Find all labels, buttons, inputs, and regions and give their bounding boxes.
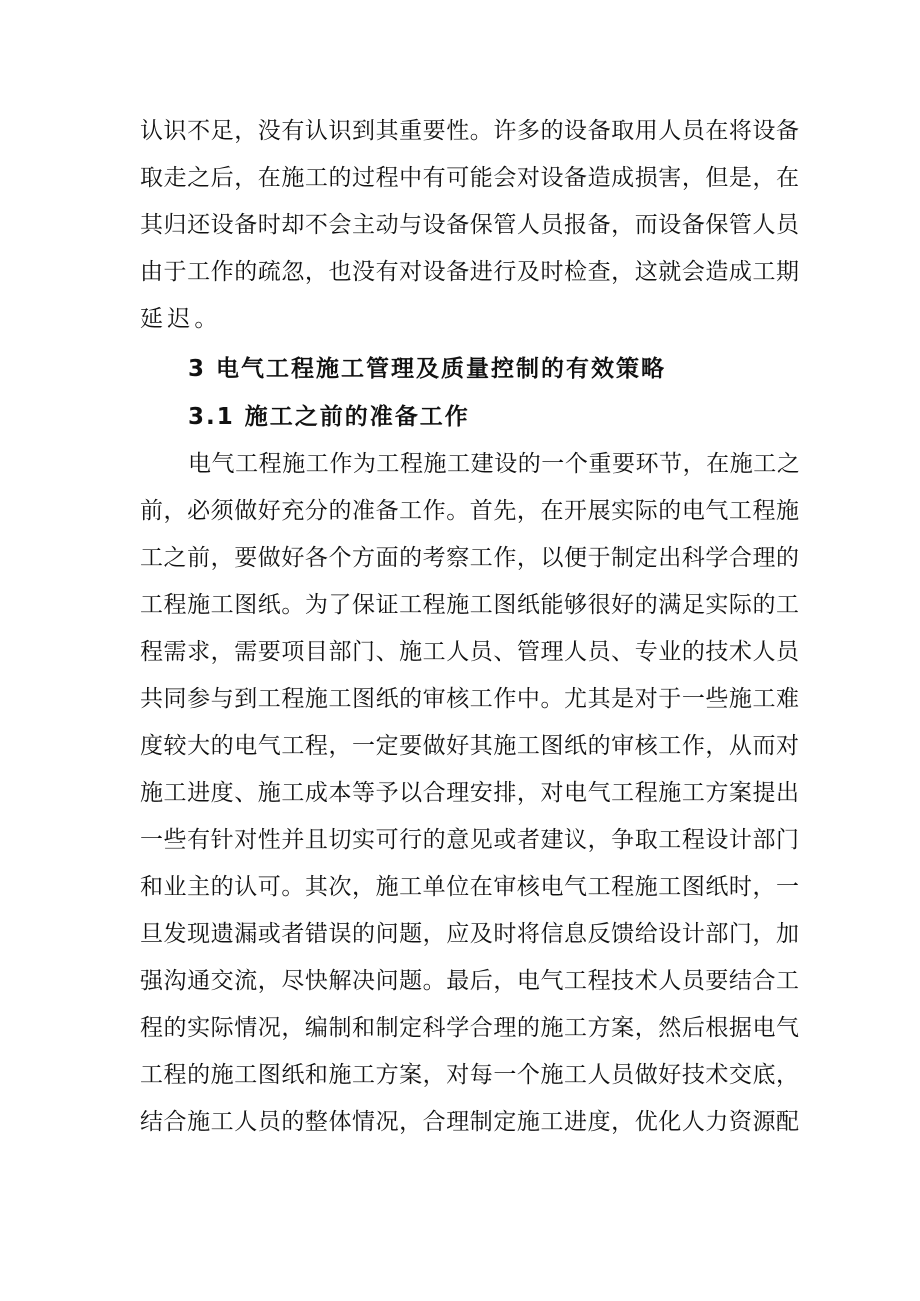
text-line: 程需求，需要项目部门、施工人员、管理人员、专业的技术人员 (140, 639, 800, 665)
text-line: 工程施工图纸。为了保证工程施工图纸能够很好的满足实际的工 (140, 592, 800, 618)
text-line: 认识不足，没有认识到其重要性。许多的设备取用人员在将设备 (140, 118, 800, 144)
subsection-heading: 3.1 施工之前的准备工作 (188, 404, 470, 430)
text-line: 延迟。 (140, 306, 222, 332)
text-line: 共同参与到工程施工图纸的审核工作中。尤其是对于一些施工难 (140, 686, 800, 712)
text-line: 其归还设备时却不会主动与设备保管人员报备，而设备保管人员 (140, 212, 800, 238)
text-line: 一些有针对性并且切实可行的意见或者建议，争取工程设计部门 (140, 827, 800, 853)
text-line: 强沟通交流，尽快解决问题。最后，电气工程技术人员要结合工 (140, 968, 800, 994)
text-line: 由于工作的疏忽，也没有对设备进行及时检查，这就会造成工期 (140, 259, 800, 285)
text-line: 程的实际情况，编制和制定科学合理的施工方案，然后根据电气 (140, 1015, 800, 1041)
text-line: 工之前，要做好各个方面的考察工作，以便于制定出科学合理的 (140, 545, 800, 571)
section-heading: 3 电气工程施工管理及质量控制的有效策略 (188, 356, 667, 382)
text-line: 施工进度、施工成本等予以合理安排，对电气工程施工方案提出 (140, 780, 800, 806)
text-line: 结合施工人员的整体情况，合理制定施工进度，优化人力资源配 (140, 1109, 800, 1135)
text-line: 和业主的认可。其次，施工单位在审核电气工程施工图纸时，一 (140, 874, 800, 900)
text-line: 电气工程施工作为工程施工建设的一个重要环节，在施工之 (188, 451, 801, 477)
text-line: 旦发现遗漏或者错误的问题，应及时将信息反馈给设计部门，加 (140, 921, 800, 947)
text-line: 工程的施工图纸和施工方案，对每一个施工人员做好技术交底， (140, 1062, 800, 1088)
text-line: 度较大的电气工程，一定要做好其施工图纸的审核工作，从而对 (140, 733, 800, 759)
text-line: 取走之后，在施工的过程中有可能会对设备造成损害，但是，在 (140, 165, 800, 191)
text-line: 前，必须做好充分的准备工作。首先，在开展实际的电气工程施 (140, 498, 800, 524)
